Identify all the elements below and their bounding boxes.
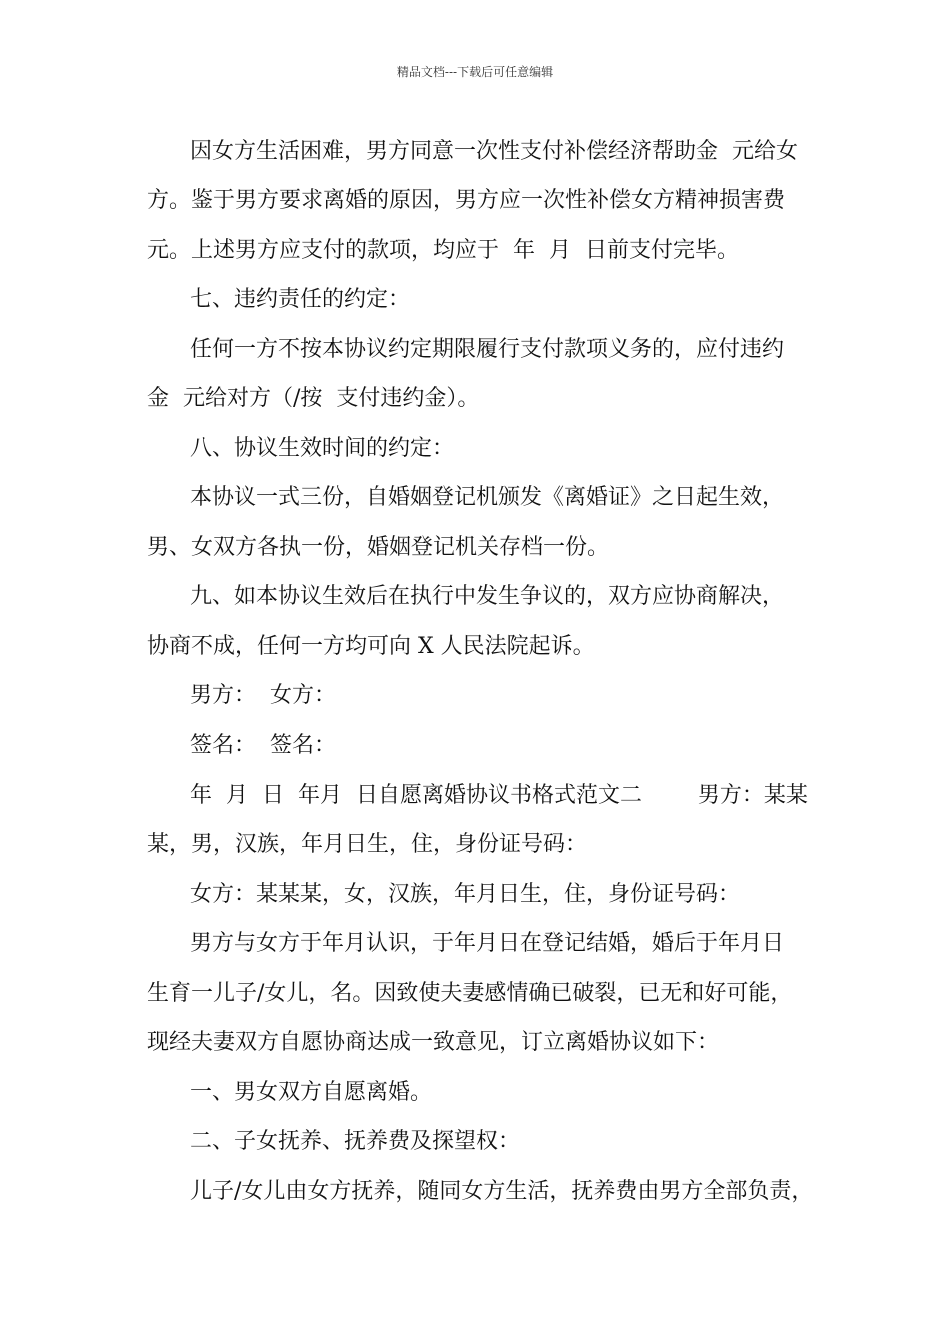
- text-line: 儿子/女儿由女方抚养，随同女方生活，抚养费由男方全部负责，: [190, 1179, 814, 1204]
- section-heading-9: 九、如本协议生效后在执行中发生争议的，双方应协商解决，: [190, 584, 785, 609]
- text-line: 因女方生活困难，男方同意一次性支付补偿经济帮助金 元给女: [190, 139, 798, 164]
- text-line: 任何一方不按本协议约定期限履行支付款项义务的，应付违约: [190, 337, 785, 362]
- document-header: 精品文档---下载后可任意编辑: [396, 65, 554, 79]
- text-line: 协商不成，任何一方均可向 X 人民法院起诉。: [147, 634, 595, 659]
- text-line: 男方与女方于年月认识，于年月日在登记结婚，婚后于年月日: [190, 931, 785, 956]
- section-heading-7: 七、违约责任的约定：: [190, 287, 411, 312]
- signature-parties: 男方： 女方：: [190, 683, 336, 708]
- text-line: 元。上述男方应支付的款项，均应于 年 月 日前支付完毕。: [147, 238, 739, 263]
- section-heading-2: 二、子女抚养、抚养费及探望权：: [190, 1129, 521, 1154]
- text-line: 女方：某某某，女，汉族，年月日生，住，身份证号码：: [190, 882, 741, 907]
- text-line: 男、女双方各执一份，婚姻登记机关存档一份。: [147, 535, 610, 560]
- text-line: 某，男，汉族，年月日生，住，身份证号码：: [147, 832, 588, 857]
- text-line: 生育一儿子/女儿，名。因致使夫妻感情确已破裂，已无和好可能，: [147, 981, 793, 1006]
- text-line: 本协议一式三份，自婚姻登记机颁发《离婚证》之日起生效，: [190, 485, 785, 510]
- signature-lines: 签名： 签名：: [190, 733, 336, 758]
- text-line: 年 月 日 年月 日自愿离婚协议书格式范文二 男方：某某: [190, 783, 808, 808]
- text-line: 方。鉴于男方要求离婚的原因，男方应一次性补偿女方精神损害费: [147, 188, 786, 213]
- text-line: 金 元给对方（/按 支付违约金）。: [147, 386, 480, 411]
- section-heading-8: 八、协议生效时间的约定：: [190, 436, 455, 461]
- section-heading-1: 一、男女双方自愿离婚。: [190, 1080, 433, 1105]
- text-line: 现经夫妻双方自愿协商达成一致意见，订立离婚协议如下：: [147, 1030, 720, 1055]
